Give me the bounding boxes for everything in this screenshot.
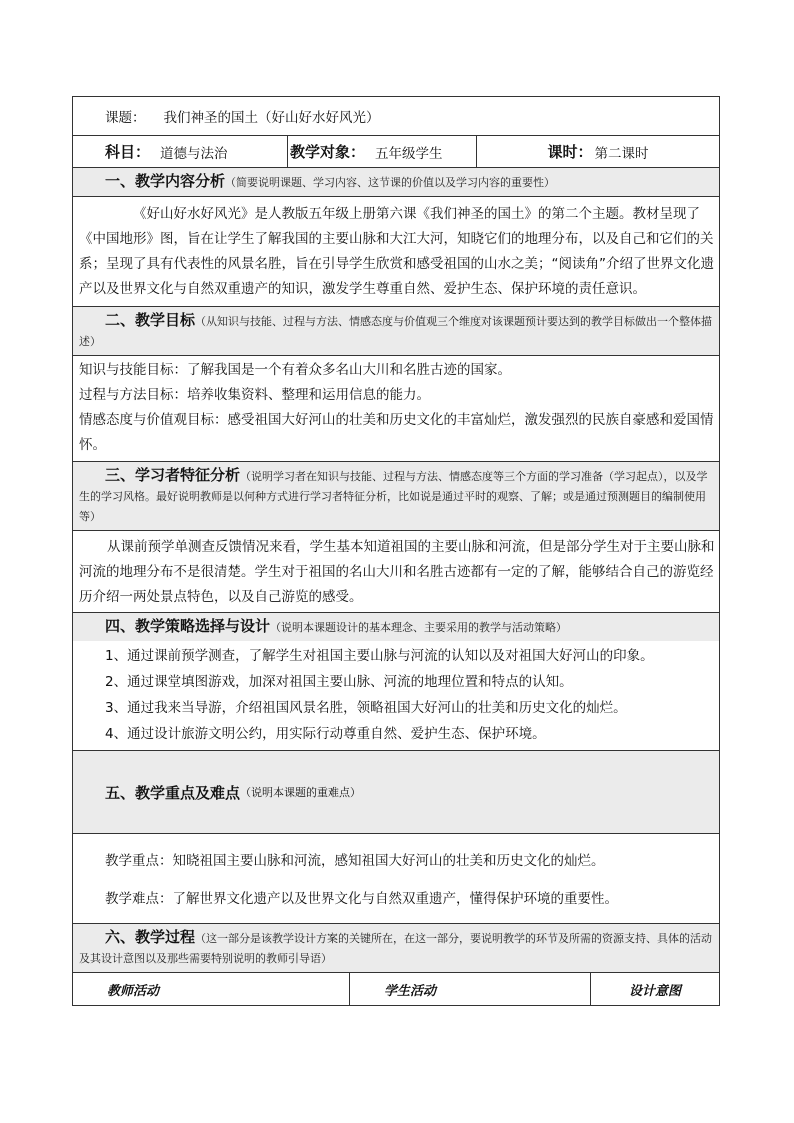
section-note: （说明学习者在知识与技能、过程与方法、情感态度等三个方面的学习准备（学习起点），以及学生的学习风格。最好说明教师是以何种方式进行学习者特征分析，比如说是通过平时的观察、了解；或是通过预测题目的编制使用等）	[79, 470, 708, 523]
meta-row	[72, 135, 720, 167]
section-heading	[73, 307, 719, 355]
section-note: （从知识与技能、过程与方法、情感态度与价值观三个维度对该课题预计要达到的教学目标做出一个整体描述）	[79, 315, 713, 348]
section-title: 六、教学过程	[105, 928, 196, 946]
period-value: 第二课时	[594, 145, 649, 162]
key-difficulty-body	[73, 834, 719, 923]
subject-cell	[73, 136, 288, 167]
audience-label: 教学对象：	[290, 143, 366, 161]
section-title: 二、教学目标	[105, 311, 196, 329]
column-teacher-activity: 教师活动	[73, 973, 350, 1005]
lesson-plan-document	[72, 96, 720, 1006]
column-student-activity: 学生活动	[350, 973, 591, 1005]
section-heading	[73, 168, 719, 196]
section-heading	[73, 613, 719, 641]
section-note: （说明本课题设计的基本理念、主要采用的教学与活动策略）	[270, 621, 568, 634]
goal-knowledge: 知识与技能目标：了解我国是一个有着众多名山大川和名胜古迹的国家。	[79, 362, 511, 378]
section-heading	[73, 462, 719, 530]
section-heading	[73, 924, 719, 972]
strategy-item: 4、通过设计旅游文明公约，用实际行动尊重自然、爱护生态、保护环境。	[105, 726, 546, 742]
topic-label: 课题：	[105, 110, 146, 126]
section-learner-analysis	[72, 461, 720, 612]
section-title: 四、教学策略选择与设计	[105, 617, 271, 635]
goal-process: 过程与方法目标：培养收集资料、整理和运用信息的能力。	[79, 387, 430, 403]
topic-value: 我们神圣的国土（好山好水好风光）	[163, 110, 380, 126]
section-heading	[73, 751, 719, 833]
strategy-item: 2、通过课堂填图游戏，加深对祖国主要山脉、河流的地理位置和特点的认知。	[105, 674, 573, 690]
difficulty-text: 教学难点：了解世界文化遗产以及世界文化与自然双重遗产，懂得保护环境的重要性。	[105, 891, 618, 907]
section-title: 三、学习者特征分析	[105, 466, 241, 484]
subject-label: 科目：	[105, 143, 151, 161]
section-title: 一、教学内容分析	[105, 172, 226, 190]
period-label: 课时：	[547, 143, 593, 161]
strategy-item: 3、通过我来当导游，介绍祖国风景名胜，领略祖国大好河山的壮美和历史文化的灿烂。	[105, 700, 627, 716]
key-point-text: 教学重点：知晓祖国主要山脉和河流，感知祖国大好河山的壮美和历史文化的灿烂。	[105, 853, 605, 869]
content-analysis-text: 《好山好水好风光》是人教版五年级上册第六课《我们神圣的国土》的第二个主题。教材呈现了《中国地形》图，旨在让学生了解我国的主要山脉和大江大河，知晓它们的地理分布，以及自己和它们的关系；呈现了具有代表性的风景名胜，旨在引导学生欣赏和感受祖国的山水之美；“阅读角”介绍了世界文化遗产以及世界文化与自然双重遗产的知识，激发学生尊重自然、爱护生态、保护环境的责任意识。	[79, 206, 714, 297]
column-design-intent: 设计意图	[628, 983, 681, 999]
section-note: （这一部分是该教学设计方案的关键所在，在这一部分，要说明教学的环节及所需的资源支持、具体的活动及其设计意图以及那些需要特别说明的教师引导语）	[79, 932, 713, 965]
strategy-item: 1、通过课前预学测查，了解学生对祖国主要山脉与河流的认知以及对祖国大好河山的印象。	[105, 648, 654, 664]
section-content-analysis	[72, 167, 720, 306]
period-cell	[477, 136, 719, 167]
audience-value: 五年级学生	[375, 145, 443, 162]
process-table-header	[72, 972, 720, 1006]
strategy-list	[73, 641, 719, 750]
audience-cell	[288, 136, 477, 167]
section-key-difficulty	[72, 750, 720, 923]
section-process	[72, 923, 720, 972]
subject-value: 道德与法治	[160, 145, 228, 162]
section-note: （简要说明课题、学习内容、这节课的价值以及学习内容的重要性）	[225, 176, 556, 189]
section-strategy	[72, 612, 720, 750]
goals-list	[73, 356, 719, 461]
section-teaching-goals	[72, 306, 720, 461]
learner-analysis-text: 从课前预学单测查反馈情况来看，学生基本知道祖国的主要山脉和河流，但是部分学生对于主要山脉和河流的地理分布不是很清楚。学生对于祖国的名山大川和名胜古迹都有一定的了解，能够结合自己的游览经历介绍一两处景点特色，以及自己游览的感受。	[79, 539, 715, 605]
goal-emotion: 情感态度与价值观目标：感受祖国大好河山的壮美和历史文化的丰富灿烂，激发强烈的民族自豪感和爱国情怀。	[79, 412, 714, 453]
section-title: 五、教学重点及难点	[105, 783, 241, 802]
section-note: （说明本课题的重难点）	[240, 786, 362, 799]
topic-row	[72, 96, 720, 135]
